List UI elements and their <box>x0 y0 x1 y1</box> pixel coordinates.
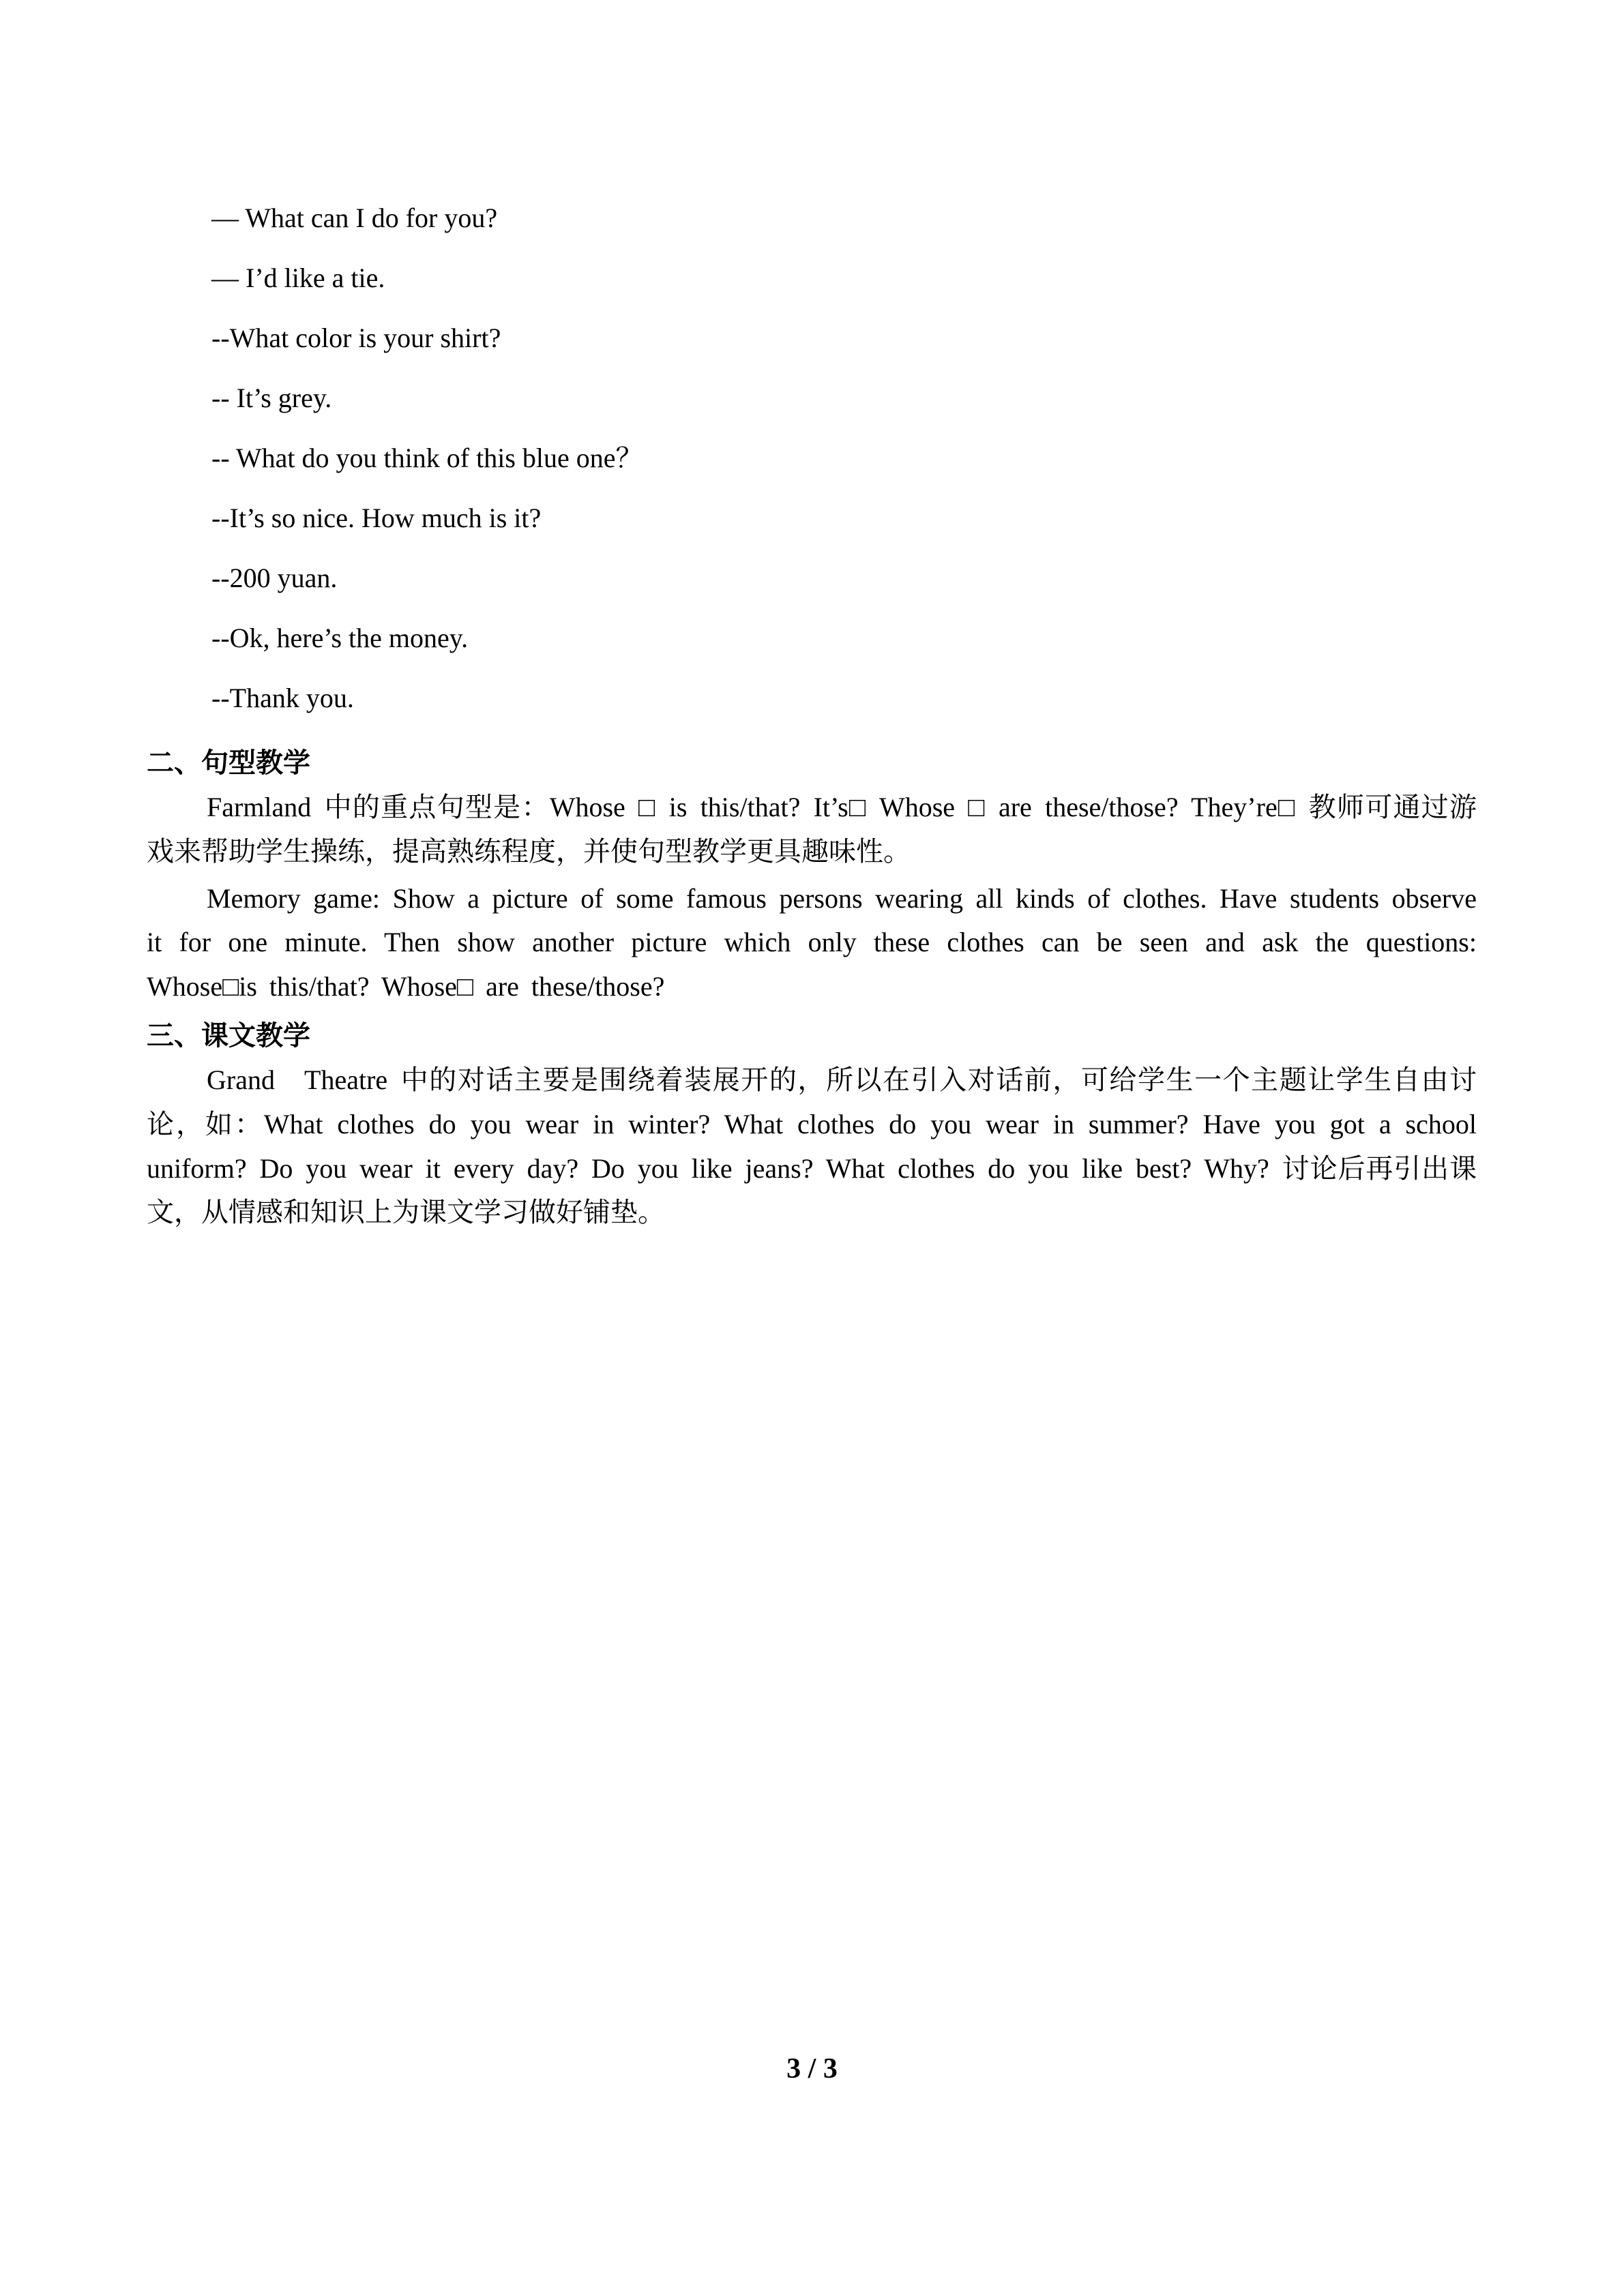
page-number: 3 / 3 <box>786 2053 838 2085</box>
dialogue-line: — I’d like a tie. <box>211 263 385 293</box>
section-paragraph: Farmland 中的重点句型是：Whose □ is this/that? It’s□ Whose □ are these/those? They’re□ 教师可通过游戏来帮助学生操练，提高熟练程度，并使句型教学更具趣味性。 <box>147 792 1477 867</box>
dialogue-line: -- What do you think of this blue one？ <box>211 443 643 473</box>
section-paragraph: Grand Theatre 中的对话主要是围绕着装展开的，所以在引入对话前，可给学生一个主题让学生自由讨论，如：What clothes do you wear in winter? What clothes do you wear in summer? Have you got a school uniform? Do you wear it every day? Do you like jeans? What clothes do you like best? Why? 讨论后再引出课文，从情感和知识上为课文学习做好铺垫。 <box>147 1064 1477 1228</box>
page-content <box>147 205 1477 1235</box>
section-heading: 二、句型教学 <box>147 747 310 778</box>
section-heading: 三、课文教学 <box>147 1019 310 1051</box>
dialogue-line: --It’s so nice. How much is it? <box>211 503 542 533</box>
dialogue-block <box>211 205 1477 712</box>
dialogue-line: --Ok, here’s the money. <box>211 623 469 653</box>
section-paragraph: Memory game: Show a picture of some famous persons wearing all kinds of clothes. Have students observe it for one minute. Then show another picture which only these clothes can be seen and ask the questions: Whose□is this/that? Whose□ are these/those? <box>147 882 1477 1002</box>
dialogue-line: -- It’s grey. <box>211 383 332 413</box>
dialogue-line: — What can I do for you? <box>211 203 498 233</box>
dialogue-line: --What color is your shirt? <box>211 323 501 353</box>
dialogue-line: --200 yuan. <box>211 563 338 593</box>
dialogue-line: --Thank you. <box>211 683 354 713</box>
